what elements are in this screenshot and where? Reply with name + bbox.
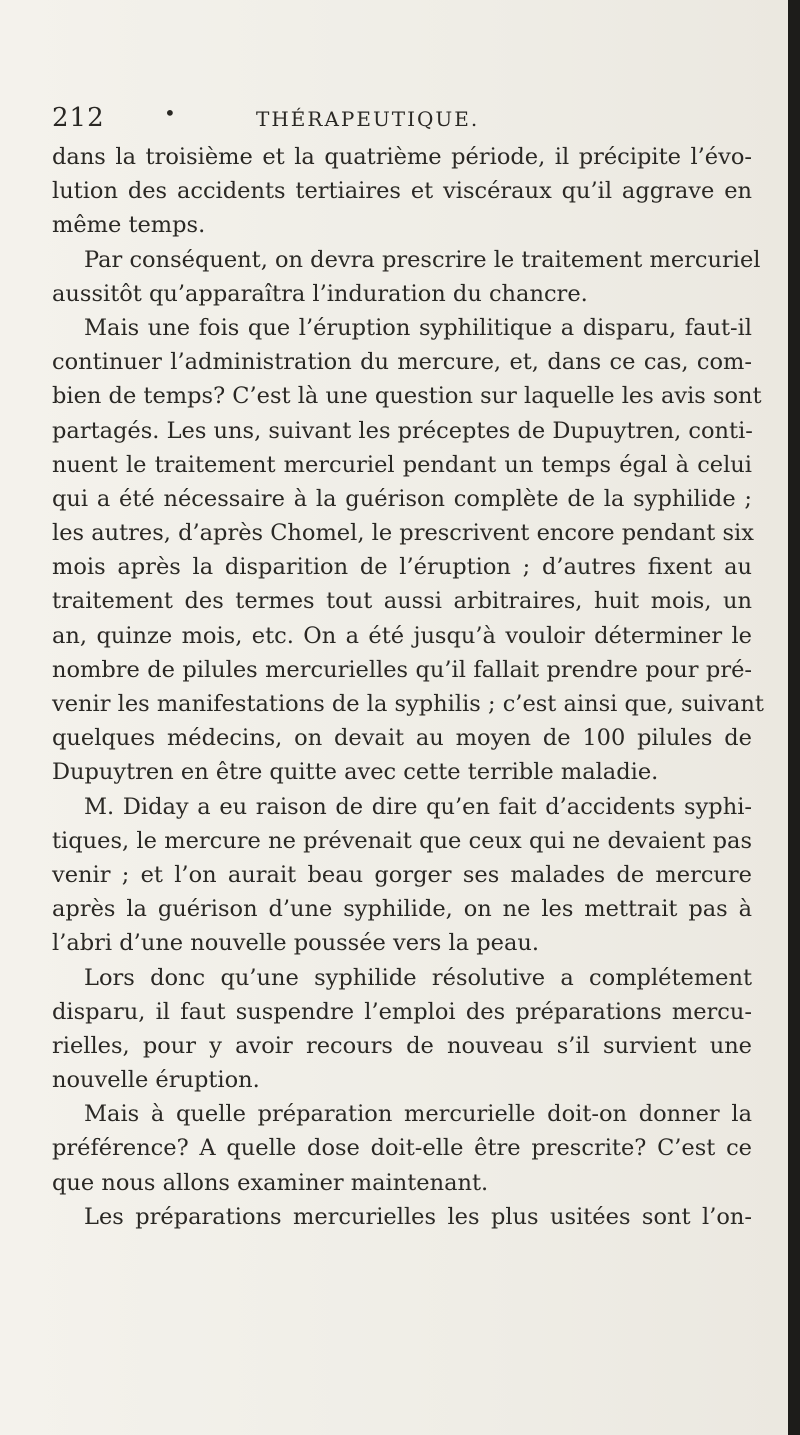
- text-line: Dupuytren en être quitte avec cette terrible maladie.: [52, 759, 659, 786]
- text-line: dans la troisième et la quatrième période, il précipite l’évo-: [52, 144, 752, 170]
- running-title: THÉRAPEUTIQUE.: [256, 107, 480, 131]
- text-line: même temps.: [52, 212, 206, 239]
- text-line: an, quinze mois, etc. On a été jusqu’à vouloir déterminer le: [52, 622, 752, 649]
- page-edge-shadow: [788, 0, 800, 1435]
- text-line: qui a été nécessaire à la guérison complète de la syphilide ;: [52, 485, 752, 512]
- text-line: lution des accidents tertiaires et viscéraux qu’il aggrave en: [52, 178, 752, 205]
- text-line: venir les manifestations de la syphilis ; c’est ainsi que, suivant: [52, 691, 764, 717]
- text-line: après la guérison d’une syphilide, on ne les mettrait pas à: [52, 896, 752, 923]
- text-line: Mais une fois que l’éruption syphilitique a disparu, faut-il: [84, 314, 752, 341]
- text-line: Les préparations mercurielles les plus usitées sont l’on-: [84, 1203, 752, 1230]
- text-line: venir ; et l’on aurait beau gorger ses malades de mercure: [52, 861, 752, 888]
- text-line: continuer l’administration du mercure, et, dans ce cas, com-: [52, 349, 752, 376]
- text-line: l’abri d’une nouvelle poussée vers la peau.: [52, 930, 540, 957]
- text-line: Mais à quelle préparation mercurielle doit-on donner la: [84, 1101, 752, 1128]
- text-line: aussitôt qu’apparaîtra l’induration du chancre.: [52, 280, 588, 307]
- page-number: 212: [52, 103, 105, 133]
- text-line: Par conséquent, on devra prescrire le traitement mercuriel: [84, 246, 761, 273]
- text-line: nombre de pilules mercurielles qu’il fallait prendre pour pré-: [52, 656, 752, 683]
- text-line: les autres, d’après Chomel, le prescrivent encore pendant six: [52, 520, 754, 547]
- ink-dot: •: [164, 101, 176, 125]
- text-line: que nous allons examiner maintenant.: [52, 1169, 489, 1196]
- text-line: nouvelle éruption.: [52, 1067, 260, 1094]
- text-line: partagés. Les uns, suivant les préceptes de Dupuytren, conti-: [52, 417, 753, 444]
- text-line: disparu, il faut suspendre l’emploi des préparations mercu-: [52, 998, 752, 1025]
- text-line: traitement des termes tout aussi arbitraires, huit mois, un: [52, 588, 752, 615]
- text-line: rielles, pour y avoir recours de nouveau s’il survient une: [52, 1032, 752, 1059]
- text-line: préférence? A quelle dose doit-elle être prescrite? C’est ce: [52, 1135, 752, 1162]
- body-text: [52, 140, 764, 1234]
- page-header: [52, 103, 742, 143]
- text-line: Lors donc qu’une syphilide résolutive a complétement: [84, 964, 752, 991]
- text-line: quelques médecins, on devait au moyen de 100 pilules de: [52, 725, 752, 752]
- text-line: nuent le traitement mercuriel pendant un temps égal à celui: [52, 451, 752, 478]
- text-line: mois après la disparition de l’éruption ; d’autres fixent au: [52, 554, 752, 581]
- text-line: M. Diday a eu raison de dire qu’en fait d’accidents syphi-: [84, 793, 752, 820]
- text-line: tiques, le mercure ne prévenait que ceux qui ne devaient pas: [52, 827, 752, 854]
- text-line: bien de temps? C’est là une question sur laquelle les avis sont: [52, 383, 762, 410]
